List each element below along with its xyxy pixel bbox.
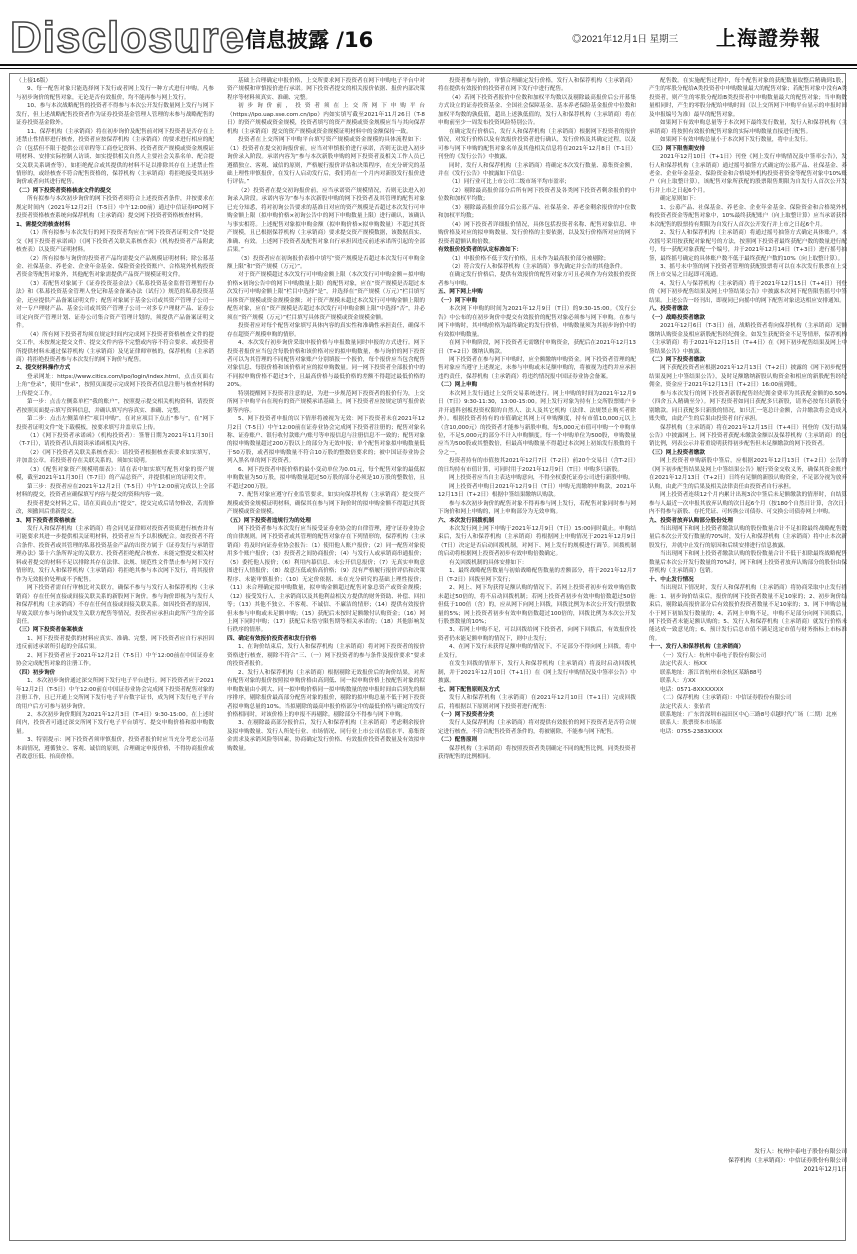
paragraph: 第一步：点击左侧菜单栏“我的账户”，按照提示提交相关机构资料，请投资者按照页面提示填写资料信息，并确认填写内容真实、准确、完整。 (16, 399, 214, 414)
paragraph: 2、发行人和保荐机构（主承销商）将通过摇号抽签方式确定具体账户。本次摇号采用按获配对象配号的方法，按照网下投资者最终获配户数的数量进行配号，每一获配对象获配一个编号，并于2021年12月14日（T+3日）进行摇号抽签，最终摇号确定的具体账户数不低于最终获配户数的10%（向上取整计算）。 (649, 230, 847, 262)
paragraph: 2021年12月6日（T-3日）前，战略投资者将向保荐机构（主承销商）足额缴纳认购资金及相应新股配售经纪佣金。如发生获配资金不足等情形，保荐机构（主承销商）将于2021年12月15日（T+4日）在《网下初步配售结果及网上中签结果公告》中披露。 (649, 323, 847, 355)
paragraph: 发行人和保荐机构（主承销商）将会同见证律师对投资者资质进行核查并有可能要求其进一步提供相关证明材料，投资者应当予以积极配合。如投资者不符合条件、投资者或其管理的私募投资基金产品的出资方属于《证券发行与承销管理办法》第十六条所界定的关联方、投资者拒绝配合核查、未能完整提交相关材料或者提交的材料不足以排除其存在法律、法规、规范性文件禁止参与网下发行情形的，发行人和保荐机构（主承销商）将拒绝其参与本次网下发行，将其报价作为无效报价处理或不予配售。 (16, 526, 214, 583)
paragraph: （1）所有拟参与本次发行的网下投资者均应在“网下投资者证明文件”处提交《网下投资者承诺函》（《网下投资者关联关系核查表》（机构投资者产品附此核查表）以及资产证明材料。 (16, 230, 214, 254)
section-heading: 十一、发行人和保荐机构（主承销商） (649, 644, 745, 651)
paragraph: 1、在询价结束后，发行人和保荐机构（主承销商）将对网下投资者的报价资格进行核查，剔除不符合“三、（一）网下投资者的参与条件及报价要求”要求的投资者报价。 (227, 644, 425, 668)
article-column-2 (227, 77, 425, 1223)
paragraph: （3）剔除最高报价部分后公募产品、社保基金、养老金剩余报价的中位数和加权平均数； (438, 204, 636, 220)
paragraph: 如果网下有效申购总量小于本次网下发行数量，将中止发行。 (660, 137, 812, 144)
paragraph: 联系人：股票资本市场部 (660, 720, 722, 727)
section-heading: （一）网下申购 (438, 297, 478, 304)
paragraph: 同时，发行人和保荐机构（主承销商）将确定本次发行数量、募集资金额，并在《发行公告》中披露如下信息： (438, 162, 636, 177)
paragraph: 1、公募产品、社保基金、养老金、企业年金基金、保险资金和合格境外机构投资者资金等配售对象中，10%最终获配账户（向上取整计算）应当承诺获得本次配售的股票持有期限为自发行人首次公开发行并上市之日起6个月。 (649, 204, 847, 228)
section-heading: （三）网上投资者缴款 (649, 449, 705, 456)
header-rule (0, 64, 857, 66)
paragraph: 第三步：投资者应在2021年12月2日（T-5日）中午12:00前完成以上全部材料的提交，投资者应确保填写内容与提交的资料内容一致。 (16, 483, 214, 499)
paragraph: 6、网下投资者申报价格的最小变动单位为0.01元，每个配售对象的最低拟申购数量为50万股，拟申购数量超过50万股的部分必须是10万股的整数倍，且不超过200万股。 (227, 466, 425, 490)
paragraph: （2）符合发行人和保荐机构（主承销商）事先确定并公告的其他条件。 (449, 263, 626, 270)
paragraph: 发行人及保荐机构（主承销商）将对提供有效报价的网下投资者是否符合规定进行核查，不符合配售投资者条件的，将被剔除，不能参与网下配售。 (438, 720, 636, 735)
paragraph: 1、最终战略配售数量与初始战略配售数量的差额部分，将于2021年12月7日（T-2日）回拨至网下发行； (438, 568, 636, 583)
paragraph: 4、在网下发行未获得足额申购的情况下，不足部分不得向网上回拨，将中止发行。 (438, 644, 636, 659)
paragraph: 在确定发行价格后，发行人和保荐机构（主承销商）根据网下投资者的报价情况，对发行价格以及有效报价投资者进行确认，发行价格及其确定过程，以及可参与网下申购的配售对象名单及其他相关信息将在2021年12月8日（T-1日）刊登的《发行公告》中披露。 (438, 128, 636, 161)
article-column-4 (649, 77, 847, 1141)
section-heading: （二）网上申购 (438, 382, 478, 389)
sponsor-line: 保荐机构（主承销商）：中信证券股份有限公司 (728, 1158, 847, 1164)
paragraph: 发行人和保荐机构（主承销商）在2021年12月10日（T+1日）完成回拨后，将根据以下原则对网下投资者进行配售： (438, 695, 636, 710)
section-heading: 1、需提交的核查材料 (16, 221, 71, 228)
paragraph: 登录网址：https://www.citics.com/ipo/login/index.html，点击页面右上角“登录”，使用“登录”，按照页面提示完成网下投资者信息注册与核查材料的上传提交工作。 (16, 373, 214, 397)
paragraph: 3、摇号未中签的网下投资者管理的获配股票将可以在本次发行股票在上交所上市交易之日起即可流通。 (649, 263, 847, 279)
section-title: 信息披露 /16 (245, 28, 374, 52)
paragraph: 参与本次发行的网下投资者新股配售经纪佣金费率为其获配金额的0.50%（四舍五入精确至分）。网下投资者如同日获配多只新股，请务必按每只新股分别缴款。同日获配多只新股的情况，如只汇一笔总计金额，合并缴款将会造成入账失败，由此产生的后果由投资者自行承担。 (649, 390, 847, 423)
section-heading: 3、网下投资者资格核查 (16, 517, 76, 524)
paragraph: 联系地址：浙江省杭州市余杭区某路88号 (660, 669, 763, 676)
paragraph: 如果网下有效申购总量等于本次网下最终发行数量，发行人和保荐机构（主承销商）将按照有效报价配售对象的实际申购数量直接进行配售。 (649, 120, 847, 135)
section-heading: （四）初步询价 (16, 669, 56, 676)
paragraph: 网下获配投资者应根据2021年12月13日（T+2日）披露的《网下初步配售结果及网上中签结果公告》，及时足额缴纳新股认购资金和相应的新股配售经纪佣金，资金应于2021年12月13日（T+2日）16:00前到账。 (649, 365, 847, 389)
paragraph: 特别提醒网下投资者注意的是，为进一步规范网下投资者的报价行为，上交所网下申购平台在现有的资产规模承诺基础上，网下投资者应按规定填写报价依据等内容。 (227, 390, 425, 414)
paragraph: 3、若网上申购不足，可以回拨给网下投资者，向网下回拨后，有效报价投资者仍未能足额申购的情况下，则中止发行； (438, 627, 636, 642)
paragraph: （1）申报价格不低于发行价格，且未作为最高报价部分被剔除； (449, 255, 610, 262)
paragraph: 当出现以下情况时，发行人和保荐机构（主承销商）将协商采取中止发行措施：1、初步询价结束后，报价的网下投资者数量不足10家的；2、初步询价结束后，剔除最高报价部分后有效报价投资者数量不足10家的；3、网下申购总量小于网下初始发行数量的；4、若网上申购不足，申购不足部分向网下回拨后，网下投资者未能足额认购的；5、发行人和保荐机构（主承销商）就发行价格未能达成一致意见的；6、预计发行后总市值不满足选定市值与财务指标上市标准的。 (649, 585, 847, 642)
paragraph: 基础上合理确定申报价格，上交所要求网下投资者在网下申购电子平台中对资产规模和审慎报价进行承诺。网下投资者提交的相关报价依据、报价内部决策程序等材料须真实、准确、完整。 (227, 78, 425, 101)
paragraph: 2、网下投资者应于2021年12月2日（T-5日）中午12:00前在中国证券业协会完成配售对象的注册工作。 (16, 652, 214, 668)
paragraph: 确定原则如下： (660, 196, 700, 203)
section-heading: 四、确定有效报价投资者和发行价格 (227, 635, 317, 642)
paragraph: （2）投资者在提交初询报价前，应当承诺资产规模情况，否则无法进入初询录入阶段。承诺内容为“参与本次新股申购的网下投资者及其管理的配售对象已充分知悉，将对初询公告要求的基准日对应的资产规模是否超过本次发行可申购金额上限（拟申购价格×初询公告中的网下申购数量上限）进行确认，该确认与事实相符。上述配售对象拟申购金额（拟申购价格×拟申购数量）不超过其资产规模，且已根据保荐机构（主承销商）要求提交资产规模数据，该数据真实、准确、有效。上述网下投资者及配售对象自行承担因违反前述承诺所引起的全部后果。” (227, 187, 425, 254)
footer-date: 2021年12月1日 (803, 1167, 847, 1173)
newspaper-logo: 上海證券報 (716, 26, 821, 50)
paragraph: 法定代表人：杨XX (660, 661, 707, 668)
paragraph: 4、发行人与保荐机构（主承销商）将于2021年12月15日（T+4日）刊登的《网下初步配售结果及网上中签结果公告》中披露本次网下配售限售摇号中签结果。上述公告一经刊出，即视同已向摇中的网下配售对象送达相应安排通知。 (649, 280, 847, 304)
paragraph: 网下投资者在参与网下申购时，应全额缴纳申购资金。网下投资者管理的配售对象应当遵守上述规定，未参与申购或未足额申购的，将被视为违约并应承担违约责任，保荐机构（主承销商）将违约情况报中国证券业协会备案。 (438, 356, 636, 380)
paragraph: （1）《网下投资者承诺函》（机构投资者）：签署日期为2021年11月30日（T-7日），请投资者认真阅读承诺函相关内容。 (16, 433, 214, 448)
paragraph: （4）所有网下投资者均须在规定时间内完成网下投资者资格核查文件的提交工作，未按规定提交文件、提交文件内容不完整或内容不符合要求、或投资者所提供材料未通过保荐机构（主承销商）及见证律师审核的，保荐机构（主承销商）将拒绝投资者参与本次发行的网下询价与配售。 (16, 331, 214, 363)
paragraph: 7、配售对象应遵守行业监管要求，如实向保荐机构（主承销商）提交资产规模或资金规模证明材料，确保其在参与网下询价时的拟申购金额不得超过其资产规模或资金规模。 (227, 492, 425, 516)
paragraph: 9、每一配售对象只能选择网下发行或者网上发行一种方式进行申购。凡参与初步询价的配售对象，无论是否有效报价，均不能再参与网上发行。 (16, 86, 214, 101)
paragraph: 网上投资者申购日2021年12月9日（T日）申购无需缴纳申购款，2021年12月13日（T+2日）根据中签结果缴纳认购款。 (438, 483, 636, 499)
paragraph: 电话：0571-8XXXXXXX (660, 686, 724, 693)
paragraph: 2、发行人和保荐机构（主承销商）根据剔除无效报价后的询价结果，对所有配售对象的报价按照拟申购价格由高到低、同一拟申购价格上按配售对象的拟申购数量由小到大、同一拟申购价格同一拟申购数量的按申报时间由后到先的顺序排序，剔除报价最高部分配售对象的报价，剔除的拟申购总量不低于网下投资者拟申购总量的10%。当拟剔除的最高申报价格部分中的最低价格与确定的发行价格相同时，对该价格上的申报不再剔除。剔除部分不得参与网下申购。 (227, 669, 425, 718)
section-heading: 五、网下网上申购 (438, 289, 483, 296)
section-heading: （五）网下投资者违规行为的处理 (227, 517, 311, 524)
paragraph: （2）剔除最高报价部分后所有网下投资者及各类网下投资者剩余报价的中位数和加权平均数； (438, 187, 636, 203)
paragraph: （上接16版） (16, 78, 52, 84)
paragraph: （3）《配售对象资产规模明细表》：请在表中如实填写配售对象的资产规模，截至2021年11月30日（T-7日）的产品总资产，并提供相应的证明文件。 (16, 466, 214, 482)
section-heading: （三）网下投资者备案核查 (16, 627, 84, 634)
paragraph: 参与本次初步询价的配售对象不得再参与网上发行，若配售对象同时参与网下询价和网上申购的，网上申购部分为无效申购。 (438, 500, 636, 516)
signature-block (649, 1148, 847, 1175)
article-column-3 (438, 77, 636, 1223)
paragraph: 本次网上发行通过上交所交易系统进行。网上申购的时间为2021年12月9日（T日）9:30-11:30，13:00-15:00。网上发行对象为持有上交所股票账户卡并开通科创板投资权限的自然人、法人及其它机构（法律、法规禁止购买者除外）。根据投资者持有的市值确定其网上可申购额度，持有市值10,000元以上（含10,000元）的投资者才能参与新股申购，每5,000元市值可申购一个申购单位，不足5,000元的部分不计入申购额度。每一个申购单位为500股，申购数量应当为500股或其整数倍，但最高申购数量不得超过本次网上初始发行股数的千分之一。 (438, 390, 636, 456)
paragraph: 投资者持有的市值按其2021年12月7日（T-2日）前20个交易日（含T-2日）的日均持有市值计算，可同时用于2021年12月9日（T日）申购多只新股。 (438, 458, 636, 473)
issuer-line: 发行人：杭州中泰电子股份有限公司 (754, 1149, 847, 1155)
paragraph: （4）若网下投资者报价中位数和加权平均数以及剔除最高报价后公开募集方式设立的证券投资基金、全国社会保障基金、基本养老保险基金报价中位数和加权平均数的孰低值，超出上述孰低值的，发行人和保荐机构（主承销商）将在申购前至少一周发布投资风险特别公告。 (438, 94, 636, 127)
section-heading: 九、投资者放弃认购部分股份处理 (649, 517, 733, 524)
issue-date: ◎2021年12月1日 星期三 (572, 34, 679, 45)
paragraph: 5、网下投资者申报的以下情形将被视为无效：网下投资者未在2021年12月2日（T-5日）中午12:00前在证券业协会完成网下投资者注册的；配售对象名称、证券账户、银行收付款账户/账号等申报信息与注册信息不一致的；配售对象的拟申购数量超过200万股以上的部分为无效申报；单个配售对象拟申购数量低于50万股，或者拟申购数量不符合10万股的整数倍要求的；被中国证券业协会列入黑名单的网下投资者。 (227, 416, 425, 465)
section-heading: 八、投资者缴款 (649, 306, 689, 313)
section-heading: 十、中止发行情况 (649, 576, 694, 583)
header-rule-thin (0, 68, 857, 69)
paragraph: 在网下申购阶段，网下投资者无需缴付申购资金，获配后在2021年12月13日（T+2日）缴纳认购款。 (438, 340, 636, 355)
section-heading: 六、本次发行回拨机制 (438, 517, 494, 524)
paragraph: 所有拟参与本次初步询价的网下投资者须符合上述投资者条件，并按要求在规定时间内（2021年12月2日（T-5日）中午12:00前）通过中信证券IPO网下投资者资格核查系统向保荐机构（主承销商）提交网下投资者资格核查材料。 (16, 196, 214, 220)
paragraph: （3）投资者应在初询报价表格中填写“资产规模是否超过本次发行可申购金额上限”和“资产规模（万元）”。 (227, 255, 425, 270)
paragraph: 1、本次初步询价通过深交所网下发行电子平台进行。网下投资者应于2021年12月2日（T-5日）中午12:00前在中国证券业协会完成网下投资者配售对象的注册工作，且已开通上交所网下发行电子平台数字证书，成为网下发行电子平台的用户后方可参与初步询价。 (16, 678, 214, 710)
paragraph: 网上投资者应当自主表达申购意向，不得全权委托证券公司进行新股申购。 (449, 475, 634, 482)
paragraph: 网下投资者需自行审核比对关联方，确保不参与与发行人和保荐机构（主承销商）存在任何直接或间接关联关系的新股网下询价。参与询价即视为与发行人和保荐机构（主承销商）不存在任何直接或间接关联关系。如因投资者的原因，导致关联方参与询价或发生关联方配售等情况，投资者应承担由此所产生的全部责任。 (16, 585, 214, 625)
paragraph: 法定代表人：张佑君 (660, 703, 711, 710)
paragraph: 联系地址：广东省深圳市福田区中心三路8号卓越时代广场（二期）北座 (660, 711, 837, 718)
paragraph: （2）《网下投资者关联关系核查表》：请投资者根据核查表要求如实填写，并加盖公章。若投资者存在关联关系的，须如实说明。 (16, 449, 214, 465)
paragraph: 投资者应对每个配售对象填写具体内容的真实性和准确性承担责任，确保不存在超资产规模申购的情形。 (227, 323, 425, 338)
paragraph: 投资者参与询价，审慎合理确定发行价格，发行人和保荐机构（主承销商）将在提供有效报价的投资者在网下发行中进行配售。 (438, 78, 636, 93)
paragraph: （1）同行业可比上市公司二级市场平均市盈率； (449, 179, 571, 186)
section-heading: （二）配售原则 (438, 737, 478, 744)
paragraph: 初步询价前，投资者须在上交所网下申购平台（https://ipo.uap.sse.com.cn/ipo）内如实填写截至2021年11月26日（T-8日）的资产规模或资金规模，投资者填写的资产规模或资金规模应当与其向保荐机构（主承销商）提交的资产规模或资金规模证明材料中的金额保持一致。 (227, 103, 425, 135)
paragraph: 投资者提交材料之后，请在页面点击“提交”，提交完成后请勿修改，若需修改，须撤回后重新提交。 (16, 500, 214, 516)
paragraph: （二）保荐机构（主承销商）：中信证券股份有限公司 (660, 695, 792, 702)
paragraph: 网上投资者连续12个月内累计出现3次中签后未足额缴款的情形时，自结算参与人最近一次申报其放弃认购的次日起6个月（按180个自然日计算，含次日）内不得参与新股、存托凭证、可转换公司债券、可交换公司债券网上申购。 (649, 492, 847, 516)
paragraph: （4）网下投资者详细报价情况，具体包括投资者名称、配售对象信息、申购价格及对应的拟申购数量、发行价格的主要依据，以及发行价格所对应的网下投资者超额认购倍数。 (438, 221, 636, 245)
paragraph: 2021年12月10日（T+1日）刊登《网上发行申购情况及中签率公告》，发行人和保荐机构（主承销商）通过摇号抽签方式确定的公募产品、社保基金、养老金、企业年金基金、保险资金和合格境外机构投资者资金等配售对象中10%账户（向上取整计算），该配售对象所获配的股票限售期限为自发行人首次公开发行并上市之日起6个月。 (649, 154, 847, 194)
paragraph: 投资者在上交所网下申购平台填写资产规模或资金规模的具体流程如下：（1）投资者在提交初询报价前，应当对审慎报价进行承诺，否则无法进入初步询价录入阶段。承诺内容为“参与本次新股申购的网下投资者及相关工作人员已遵循独立、客观、诚信的原则，严格履行报价评估和决策程序，在充分研究的基础上理性审慎报价，在发行人启动发行后，我们将在一个月内对新股发行报价进行评估。” (227, 137, 425, 186)
section-heading: （二）网下投资者缴款 (649, 356, 705, 363)
paragraph: 3、特别提示：网下投资者须审慎报价，投资者报价时应当充分考虑公司基本面情况，遵循独立、客观、诚信的原则，合理确定申报价格，不得协商报价或者故意压低、抬高价格。 (16, 737, 214, 761)
paragraph: 保荐机构（主承销商）将按照投资者类别确定不同的配售比例，同类投资者获得配售的比例相同。 (438, 745, 636, 761)
section-heading: 2、提交材料操作方式 (16, 365, 71, 372)
article-column-1 (16, 77, 214, 1223)
masthead-disclosure: Disclosure (10, 13, 245, 62)
section-heading: 七、网下配售原则及方式 (438, 686, 500, 693)
section-heading: （一）网下投资者分类 (438, 711, 494, 718)
paragraph: 当出现网下和网上投资者缴款认购的股份数量合计不低于扣除最终战略配售数量后本次公开发行数量的70%时，网下和网上投资者放弃认购部分的股份由保荐机构（主承销商）包销。 (649, 551, 847, 575)
paragraph: （一）发行人：杭州中泰电子股份有限公司 (660, 652, 767, 659)
paragraph: 联系人：方XX (660, 678, 696, 685)
section-heading: （三）网下限售期安排 (649, 145, 705, 152)
paragraph: 在确定发行价格后，提供有效报价的配售对象方可且必须作为有效报价投资者参与申购。 (438, 272, 636, 287)
paragraph: 第二步：点击左侧菜单栏“项目申购”，在对应项目下点击“参与”，在“网下投资者证明文件”处下载模板，按要求填写并盖章后上传。 (16, 416, 214, 431)
paragraph: 本次网下申购的时间为2021年12月9日（T日）的9:30-15:00。《发行公告》中公布的在初步询价中提交有效报价的配售对象必须参与网下申购。在参与网下申购时，其申购价格为最终确定的发行价格，申购数量须为其初步询价中的有效拟申购数量。 (438, 306, 636, 338)
paragraph: 本次发行网上网下申购于2021年12月9日（T日）15:00同时截止。申购结束后，发行人和保荐机构（主承销商）将根据网上申购情况于2021年12月9日（T日）决定是否启动回拨机制，对网下、网上发行的规模进行调节。回拨机制的启动将根据网上投资者初步有效申购倍数确定。 (438, 526, 636, 558)
paragraph: 2、本次初步询价期间为2021年12月3日（T-4日）9:30-15:00。在上述时间内，投资者可通过深交所网下发行电子平台填写、提交申购价格和拟申购数量。 (16, 711, 214, 735)
paragraph: 11、保荐机构（主承销商）将在初步询价及配售前对网下投资者是否存在上述禁止性情形进行核查，投资者应按保荐机构（主承销商）的要求进行相应的配合（包括但不限于提供公司章程等工商登记资料、投资者资产规模或资金规模证明材料、安排实际控制人访谈、如实提供相关自然人主要社会关系名单、配合提交关联关系调查等），如拒绝配合或其提供的材料不足以排除其存在上述禁止性情形的，或经核查不符合配售资格的，保荐机构（主承销商）将拒绝接受其初步询价或者向其进行配售。 (16, 128, 214, 186)
paragraph: 当出现网下和网上投资者缴款认购的股份数量合计不足扣除最终战略配售数量后本次公开发行数量的70%时，发行人和保荐机构（主承销商）将中止本次新股发行，并就中止发行的原因和后续安排进行信息披露。 (649, 526, 847, 549)
section-heading: （一）战略投资者缴款 (649, 314, 705, 321)
paragraph: 2、网上、网下均获得足额认购的情况下，若网上投资者初步有效申购倍数未超过50倍的，将不启动回拨机制；若网上投资者初步有效申购倍数超过50倍但低于100倍（含）的，应从网下向网上回拨，回拨比例为本次公开发行股票数量的5%；网上投资者初步有效申购倍数超过100倍的，回拨比例为本次公开发行股票数量的10%； (438, 585, 636, 625)
paragraph: （2）所有拟参与询价的投资者产品均需提交产品规模证明材料；除公募基金、社保基金、养老金、企业年金基金、保险资金投资账户、合格境外机构投资者资金等配售对象外，其他配售对象需提供产品资产规模证明文件。 (16, 255, 214, 279)
paragraph: 配售数。在实施配售过程中，每个配售对象的获配数量取整后精确到1股，产生的零股分配给A类投资者中申购数量最大的配售对象；若配售对象中没有A类投资者，则产生的零股分配给B类投资者中申购数量最大的配售对象；当申购数量相同时，产生的零股分配给申购时间（以上交所网下申购平台显示的申报时间及申报编号为准）最早的配售对象。 (649, 78, 847, 118)
paragraph: 1、网下投资者提供的材料应真实、准确、完整，网下投资者应自行承担因违反前述承诺所引起的全部后果。 (16, 635, 214, 651)
paragraph: 4、本次发行初步询价采取申报价格与申报数量同时申报的方式进行。网下投资者报价应当包含每股价格和该价格对应的拟申购数量，参与询价的网下投资者可以为其管理的不同配售对象账户分别填报一个报价，每个报价应当包含配售对象信息、每股价格和该价格对应的拟申购数量。同一网下投资者全部报价中的不同拟申购价格不超过3个，且最高价格与最低价格的差额不得超过最低价格的20%。 (227, 340, 425, 389)
page-header (0, 0, 857, 68)
paragraph: 在发生回拨的情形下，发行人和保荐机构（主承销商）将及时启动回拨机制，并于2021年12月10日（T+1日）在《网上发行申购情况及中签率公告》中披露。 (438, 661, 636, 685)
paragraph: 网下投资者参与本次发行应当接受证券业协会的自律管理，遵守证券业协会的自律规则。网下投资者或其管理的配售对象存在下列情形的，保荐机构（主承销商）将及时向证券业协会报告：（1）使用他人账户报价；（2）同一配售对象使用多个账户报价；（3）投资者之间协商报价；（4）与发行人或承销商串通报价；（5）委托他人报价；（6）利用内幕信息、未公开信息报价；（7）无真实申购意图进行人情报价；（8）故意压低或抬高价格；（9）没有严格履行报价评估和决策程序、未能审慎报价；（10）无定价依据、未在充分研究的基础上理性报价；（11）未合理确定拟申购数量，拟申购金额超过配售对象总资产或资金规模；（12）接受发行人、主承销商以及其他利益相关方提供的财务资助、补偿、回扣等；（13）其他不独立、不客观、不诚信、不廉洁的情形；（14）提供有效报价但未参与申购或未足额申购；（15）获配后未按时足额缴付认购资金；（16）网上网下同时申购；（17）获配后未恪守限售期等相关承诺的；（18）其他影响发行秩序的情形。 (227, 526, 425, 634)
paragraph: 有关回拨机制的具体安排如下： (449, 559, 528, 566)
paragraph: 3、在剔除最高部分报价后，发行人和保荐机构（主承销商）考虑剩余报价及拟申购数量、发行人所处行业、市场情况、同行业上市公司估值水平、募集资金需求及承销风险等因素，协商确定发行价格、有效报价投资者数量及有效拟申购数量。 (227, 720, 425, 752)
section-heading: （二）网下投资者资格核查文件的提交 (16, 187, 112, 194)
section-heading: 有效报价投资者的认定标准如下： (438, 247, 522, 254)
paragraph: 网上投资者申购新股中签后，应根据2021年12月13日（T+2日）公告的《网下初步配售结果及网上中签结果公告》履行资金交收义务，确保其资金账户在2021年12月13日（T+2日）日终有足额的新股认购资金，不足部分视为放弃认购，由此产生的后果及相关法律责任由投资者自行承担。 (649, 458, 847, 490)
paragraph: 保荐机构（主承销商）将在2021年12月15日（T+4日）刊登的《发行结果公告》中披露网上、网下投资者获配未缴款金额以及保荐机构（主承销商）的包销比例，列表公示并着重说明获得初步配售但未足额缴款的网下投资者。 (649, 424, 847, 448)
paragraph: 10、参与本次战略配售的投资者不得参与本次公开发行数量网上发行与网下发行，但上述战略配售投资者作为证券投资基金管理人管理的未参与战略配售的证券投资基金除外。 (16, 103, 214, 127)
paragraph: （3）若配售对象属于《证券投资基金法》《私募投资基金监督管理暂行办法》和《私募投资基金管理人登记和基金备案办法（试行）》规范的私募投资基金，还应提供产品备案证明文件；配售对象属于基金公司或其资产管理子公司一对一专户理财产品、基金公司或其资产管理子公司一对多专户理财产品、证券公司定向资产管理计划、证券公司集合资产管理计划的，须提供产品备案证明文件。 (16, 280, 214, 330)
paragraph: 电话：0755-2383XXXX (660, 728, 723, 735)
paragraph: 对于资产规模超过本次发行可申购金额上限（本次发行可申购金额＝拟申购价格×初询公告中的网下申购数量上限）的配售对象，应在“资产规模是否超过本次发行可申购金额上限”栏目中选择“是”，并选择在“资产规模（万元）”栏目填写具体资产规模或资金规模金额；对于资产规模未超过本次发行可申购金额上限的配售对象，应在“资产规模是否超过本次发行可申购金额上限”中选择“否”，并必须在“资产规模（万元）”栏目填写具体资产规模或资金规模金额。 (227, 272, 425, 321)
